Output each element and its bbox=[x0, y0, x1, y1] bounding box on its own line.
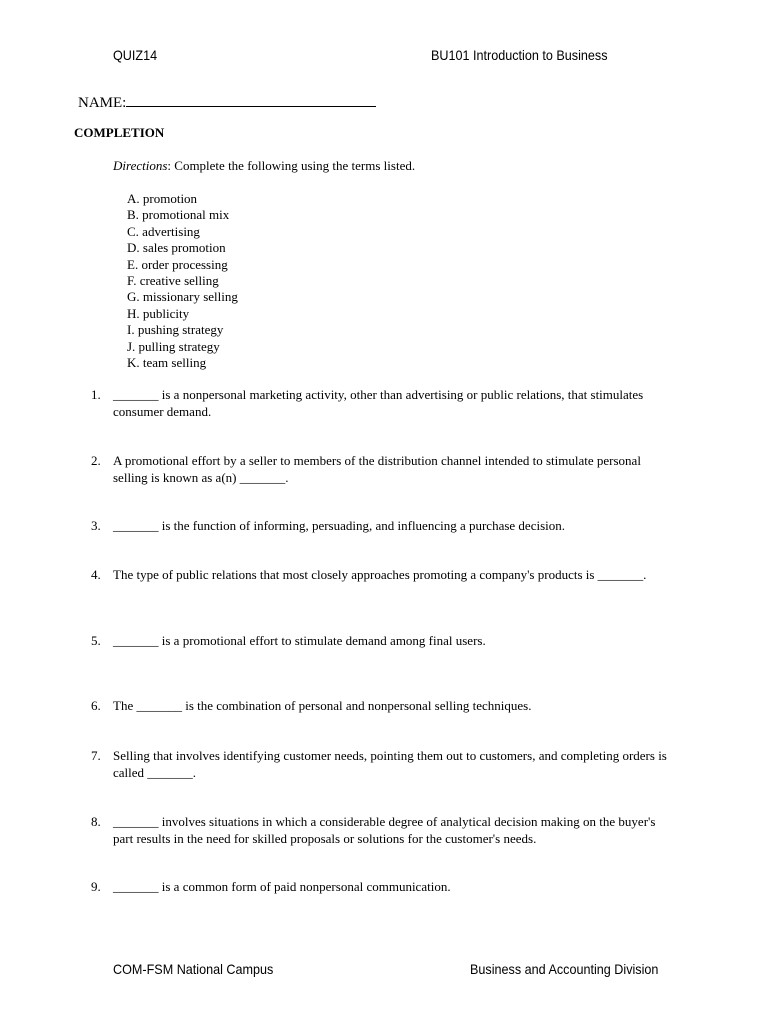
term-item: I. pushing strategy bbox=[127, 322, 224, 338]
question-number: 3. bbox=[91, 518, 101, 533]
question-text: The type of public relations that most closely approaches promoting a company's products is _______. bbox=[113, 567, 647, 582]
question-number: 6. bbox=[91, 698, 101, 713]
header-quiz-label: QUIZ14 bbox=[113, 47, 158, 63]
question-text: _______ is a promotional effort to stimulate demand among final users. bbox=[113, 633, 486, 648]
question-text: The _______ is the combination of personal and nonpersonal selling techniques. bbox=[113, 698, 532, 713]
question-number: 2. bbox=[91, 453, 101, 468]
term-item: C. advertising bbox=[127, 223, 200, 239]
term-item: J. pulling strategy bbox=[127, 338, 220, 354]
question-text: A promotional effort by a seller to members of the distribution channel intended to stimulate personal selling is known as a(n) _______. bbox=[113, 453, 641, 485]
footer-campus: COM-FSM National Campus bbox=[113, 961, 274, 977]
directions-label: Directions bbox=[113, 158, 168, 173]
question-number: 8. bbox=[91, 814, 101, 829]
directions-text: : Complete the following using the terms listed. bbox=[167, 158, 416, 173]
question-text: _______ is a common form of paid nonpersonal communication. bbox=[113, 879, 451, 894]
term-item: A. promotion bbox=[127, 191, 198, 206]
header-course-title: BU101 Introduction to Business bbox=[431, 47, 608, 63]
term-item: K. team selling bbox=[127, 355, 207, 371]
question-text: _______ is the function of informing, persuading, and influencing a purchase decision. bbox=[113, 518, 566, 533]
question-text: _______ is a nonpersonal marketing activity, other than advertising or public relations, that stimulates consumer demand. bbox=[113, 387, 644, 419]
term-item: F. creative selling bbox=[127, 273, 219, 289]
question-text: Selling that involves identifying customer needs, pointing them out to customers, and completing orders is called _______. bbox=[113, 748, 667, 780]
question-text: _______ involves situations in which a considerable degree of analytical decision making on the buyer's part results in the need for skilled proposals or solutions for the customer's needs. bbox=[113, 814, 656, 846]
question-number: 1. bbox=[91, 387, 101, 402]
name-label: NAME: bbox=[78, 95, 127, 111]
question-number: 5. bbox=[91, 633, 101, 648]
directions bbox=[113, 158, 415, 174]
question-number: 4. bbox=[91, 567, 101, 582]
term-item: H. publicity bbox=[127, 305, 190, 321]
terms-list bbox=[127, 191, 238, 371]
question-number: 9. bbox=[91, 879, 101, 894]
section-title: COMPLETION bbox=[74, 125, 165, 140]
term-item: D. sales promotion bbox=[127, 240, 226, 256]
term-item: E. order processing bbox=[127, 256, 228, 272]
term-item: B. promotional mix bbox=[127, 207, 230, 223]
name-blank-line bbox=[126, 94, 376, 107]
footer-division: Business and Accounting Division bbox=[470, 961, 659, 977]
question-number: 7. bbox=[91, 748, 101, 763]
term-item: G. missionary selling bbox=[127, 289, 238, 305]
name-field bbox=[78, 94, 376, 112]
